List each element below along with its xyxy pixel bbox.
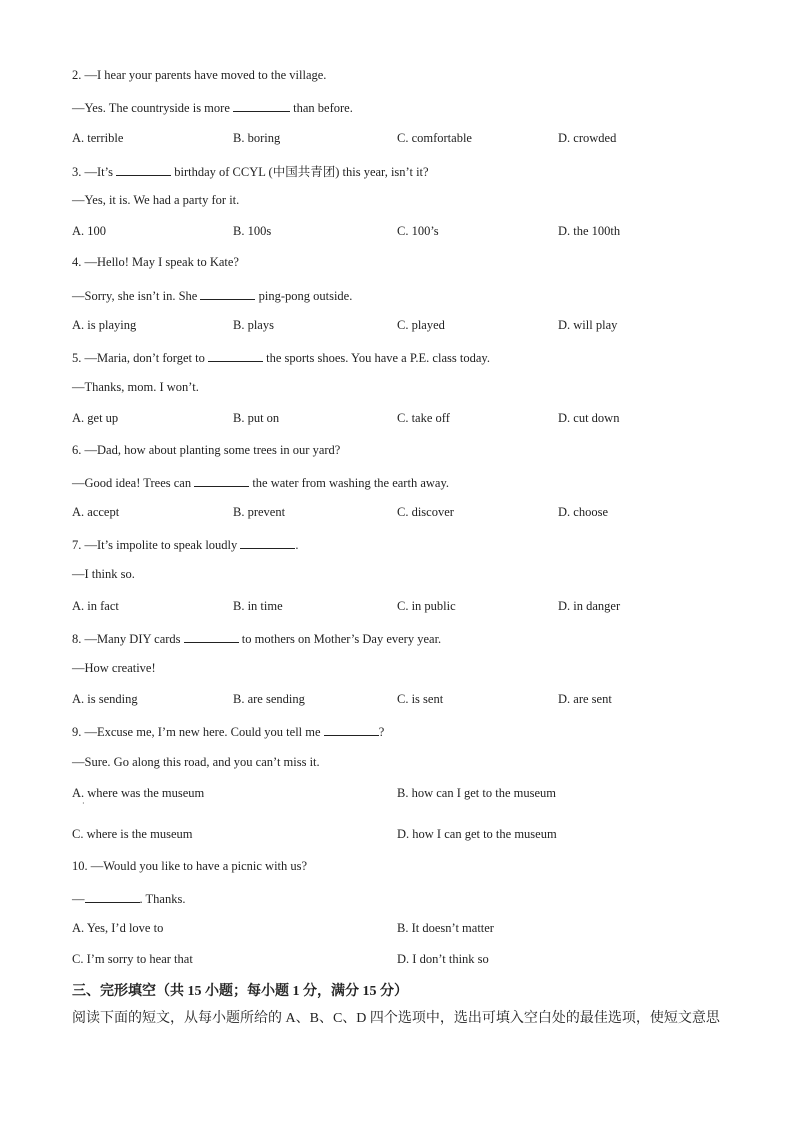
question-10-prompt: 10. —Would you like to have a picnic with us? — [72, 859, 308, 873]
option-d: D. I don’t think so — [397, 952, 489, 966]
option-a: A. in fact — [72, 599, 119, 613]
answer-blank — [200, 287, 255, 300]
question-5-prompt: 5. —Maria, don’t forget to the sports shoes. You have a P.E. class today. — [72, 351, 490, 365]
question-8-prompt: 8. —Many DIY cards to mothers on Mother’s Day every year. — [72, 632, 442, 646]
option-a: A. where was the museum — [72, 786, 205, 800]
option-a: A. accept — [72, 505, 120, 519]
option-b: B. are sending — [233, 692, 305, 706]
question-7-prompt: 7. —It’s impolite to speak loudly . — [72, 538, 299, 552]
option-c: C. 100’s — [397, 224, 439, 238]
option-c: C. where is the museum — [72, 827, 193, 841]
question-7-response: —I think so. — [72, 567, 135, 581]
option-a: A. 100 — [72, 224, 107, 238]
option-d: D. crowded — [558, 131, 617, 145]
answer-blank — [116, 163, 171, 176]
question-9-response: —Sure. Go along this road, and you can’t miss it. — [72, 755, 320, 769]
option-a: A. is sending — [72, 692, 138, 706]
option-b: B. boring — [233, 131, 281, 145]
answer-blank — [85, 890, 140, 903]
option-a: A. terrible — [72, 131, 124, 145]
option-b: B. in time — [233, 599, 283, 613]
option-d: D. choose — [558, 505, 608, 519]
option-b: B. prevent — [233, 505, 286, 519]
option-d: D. will play — [558, 318, 618, 332]
option-b: B. 100s — [233, 224, 272, 238]
question-2-prompt: 2. —I hear your parents have moved to the village. — [72, 68, 327, 82]
question-2-response: —Yes. The countryside is more than before. — [72, 101, 353, 115]
section-instruction: 阅读下面的短文，从每小题所给的 A、B、C、D 四个选项中，选出可填入空白处的最佳选项，使短文意思 — [72, 1011, 720, 1026]
option-d: D. in danger — [558, 599, 621, 613]
option-c: C. comfortable — [397, 131, 472, 145]
option-c: C. I’m sorry to hear that — [72, 952, 193, 966]
question-6-response: —Good idea! Trees can the water from washing the earth away. — [72, 476, 450, 490]
section-heading: 三、完形填空（共 15 小题；每小题 1 分，满分 15 分） — [72, 984, 408, 999]
question-10-response: — . Thanks. — [72, 892, 186, 906]
question-6-prompt: 6. —Dad, how about planting some trees in our yard? — [72, 443, 341, 457]
answer-blank — [240, 536, 295, 549]
question-4-prompt: 4. —Hello! May I speak to Kate? — [72, 255, 239, 269]
option-b: B. how can I get to the museum — [397, 786, 556, 800]
option-c: C. in public — [397, 599, 456, 613]
stray-dot: · — [82, 799, 85, 808]
option-a: A. Yes, I’d love to — [72, 921, 164, 935]
option-c: C. take off — [397, 411, 450, 425]
answer-blank — [184, 630, 239, 643]
answer-blank — [324, 723, 379, 736]
answer-blank — [233, 99, 290, 112]
option-a: A. is playing — [72, 318, 137, 332]
answer-blank — [194, 474, 249, 487]
option-d: D. the 100th — [558, 224, 621, 238]
option-c: C. is sent — [397, 692, 444, 706]
option-d: D. are sent — [558, 692, 612, 706]
option-b: B. put on — [233, 411, 280, 425]
question-9-prompt: 9. —Excuse me, I’m new here. Could you tell me ? — [72, 725, 385, 739]
question-3-prompt: 3. —It’s birthday of CCYL (中国共青团) this year, isn’t it? — [72, 165, 429, 179]
option-b: B. It doesn’t matter — [397, 921, 494, 935]
question-3-response: —Yes, it is. We had a party for it. — [72, 193, 240, 207]
option-d: D. how I can get to the museum — [397, 827, 557, 841]
option-c: C. discover — [397, 505, 454, 519]
question-8-response: —How creative! — [72, 661, 156, 675]
question-5-response: —Thanks, mom. I won’t. — [72, 380, 199, 394]
option-b: B. plays — [233, 318, 274, 332]
option-d: D. cut down — [558, 411, 620, 425]
answer-blank — [208, 349, 263, 362]
option-a: A. get up — [72, 411, 119, 425]
question-4-response: —Sorry, she isn’t in. She ping-pong outside. — [72, 289, 353, 303]
option-c: C. played — [397, 318, 445, 332]
